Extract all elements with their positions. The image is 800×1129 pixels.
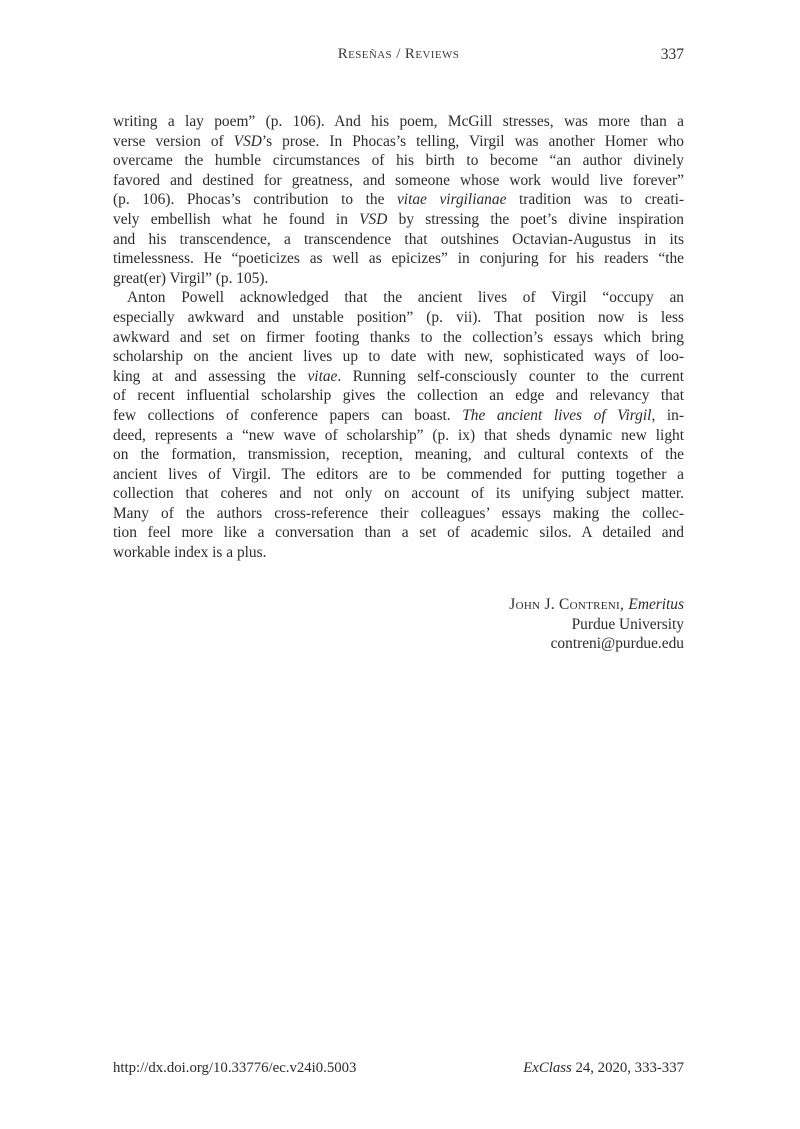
text-segment: ancient lives of Virgil. The editors are to be commended for putting together a: [113, 465, 684, 483]
text-line: [113, 210, 684, 230]
italic-text: VSD: [359, 210, 388, 228]
text-segment: by stressing the poet’s divine inspiration: [387, 210, 684, 228]
review-body: [113, 112, 684, 563]
text-segment: verse version of: [113, 132, 234, 150]
italic-text: The ancient lives of Virgil: [462, 406, 652, 424]
text-segment: on the formation, transmission, reception, meaning, and cultural contexts of the: [113, 446, 684, 464]
text-segment: overcame the humble circumstances of his birth to become “an author divinely: [113, 152, 684, 170]
text-line: [113, 347, 684, 367]
text-segment: Many of the authors cross-reference their colleagues’ essays making the collec-: [113, 504, 684, 522]
reviewer-email: contreni@purdue.edu: [550, 635, 684, 653]
text-segment: awkward and set on firmer footing thanks to the collection’s essays which bring: [113, 328, 684, 346]
text-segment: (p. 106). Phocas’s contribution to the: [113, 191, 397, 209]
text-segment: . Running self-consciously counter to the current: [337, 367, 684, 385]
text-line: [113, 171, 684, 191]
paragraph: [113, 112, 684, 288]
text-segment: vely embellish what he found in: [113, 210, 360, 228]
text-line: [113, 367, 684, 387]
text-line: [113, 426, 684, 446]
paragraph: [113, 288, 684, 562]
text-line: [113, 308, 684, 328]
text-line: [113, 249, 684, 269]
text-line: [113, 288, 684, 308]
text-segment: favored and destined for greatness, and someone whose work would live forever”: [113, 171, 684, 189]
text-segment: writing a lay poem” (p. 106). And his poem, McGill stresses, was more than a: [113, 113, 684, 130]
text-segment: deed, represents a “new wave of scholarship” (p. ix) that sheds dynamic new light: [113, 426, 684, 444]
page-header: [113, 46, 684, 66]
citation-detail: 24, 2020, 333-337: [571, 1060, 684, 1076]
text-line: [113, 543, 684, 563]
page-number: 337: [660, 46, 684, 63]
reviewer-title: Emeritus: [628, 596, 684, 613]
running-title: Reseñas / Reviews: [337, 46, 460, 62]
text-line: [113, 386, 684, 406]
text-line: [113, 328, 684, 348]
text-segment: , in-: [651, 406, 684, 424]
reviewer-name-line: [509, 595, 684, 615]
italic-text: vitae virgilianae: [396, 191, 507, 209]
text-line: [113, 190, 684, 210]
reviewer-name: John J. Contreni,: [509, 596, 625, 613]
text-line: [113, 269, 684, 289]
text-segment: tradition was to creati-: [506, 191, 684, 209]
italic-text: vitae: [307, 367, 338, 385]
signature-block: [509, 595, 684, 654]
doi-text: http://dx.doi.org/10.33776/ec.v24i0.5003: [113, 1060, 357, 1076]
text-line: [113, 504, 684, 524]
text-line: [113, 523, 684, 543]
text-line: [113, 406, 684, 426]
text-line: [113, 132, 684, 152]
text-segment: and his transcendence, a transcendence that outshines Octavian-Augustus in its: [113, 230, 684, 248]
text-segment: few collections of conference papers can boast.: [113, 406, 463, 424]
page-footer: [113, 1060, 684, 1077]
text-segment: scholarship on the ancient lives up to date with new, sophisticated ways of loo-: [113, 348, 684, 366]
italic-text: VSD: [233, 132, 262, 150]
journal-name: ExClass: [523, 1060, 572, 1076]
text-line: [113, 112, 684, 132]
text-segment: of recent influential scholarship gives the collection an edge and relevancy that: [113, 387, 684, 405]
text-segment: great(er) Virgil” (p. 105).: [113, 269, 269, 287]
text-segment: especially awkward and unstable position” (p. vii). That position now is less: [113, 308, 684, 326]
reviewer-affiliation: Purdue University: [571, 615, 684, 633]
text-segment: workable index is a plus.: [113, 544, 267, 562]
text-segment: timelessness. He “poeticizes as well as epicizes” in conjuring for his readers “the: [113, 250, 684, 268]
text-segment: collection that coheres and not only on account of its unifying subject matter.: [113, 485, 684, 503]
text-line: [113, 484, 684, 504]
text-segment: ’s prose. In Phocas’s telling, Virgil was another Homer who: [261, 132, 684, 150]
journal-citation: [523, 1060, 684, 1077]
text-segment: tion feel more like a conversation than a set of academic silos. A detailed and: [113, 524, 684, 542]
text-line: [113, 465, 684, 485]
text-line: [113, 151, 684, 171]
text-segment: king at and assessing the: [113, 367, 308, 385]
text-segment: Anton Powell acknowledged that the ancient lives of Virgil “occupy an: [127, 289, 684, 307]
text-line: [113, 445, 684, 465]
text-line: [113, 230, 684, 250]
